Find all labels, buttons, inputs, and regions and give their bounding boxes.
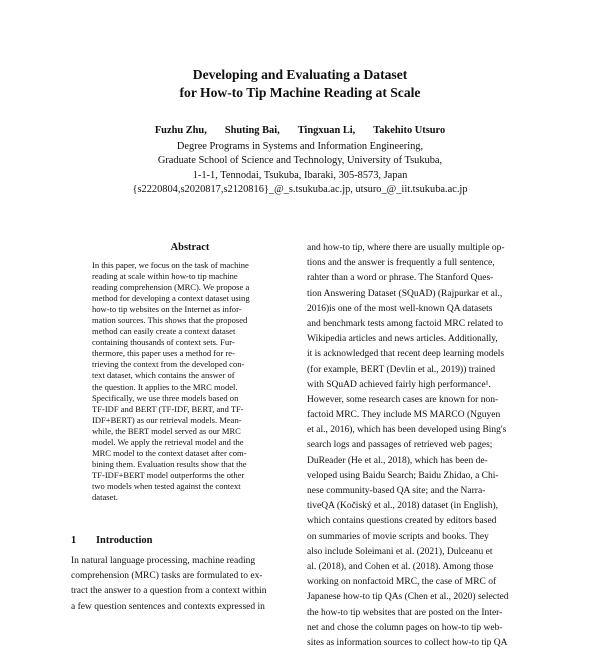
- abstract-line: text dataset, which contains the answer of: [92, 370, 235, 381]
- abstract-line: while, the BERT model served as our MRC: [92, 425, 241, 436]
- abstract-line: the question. It applies to the MRC model.: [92, 381, 238, 392]
- body-line: working on nonfactoid MRC, the case of MRC of: [307, 577, 497, 588]
- abstract-line: method for developing a context dataset using: [92, 293, 250, 304]
- abstract-line: two models when tested against the context: [92, 480, 241, 491]
- body-line: also include Soleimani et al. (2021), Dulceanu et: [307, 546, 493, 557]
- affiliation-line: 1-1-1, Tennodai, Tsukuba, Ibaraki, 305-8573, Japan: [192, 169, 408, 181]
- body-line: with SQuAD achieved fairly high performance¹.: [307, 379, 491, 390]
- body-line: on summaries of movie scripts and books. They: [307, 531, 489, 542]
- author-list: [60, 124, 540, 138]
- body-line: comprehension (MRC) tasks are formulated to ex-: [71, 571, 263, 582]
- body-line: a few question sentences and contexts expressed in: [71, 601, 265, 612]
- abstract-line: dataset.: [92, 491, 118, 502]
- abstract-line: IDF+BERT) as our retrieval models. Mean-: [92, 414, 242, 425]
- author-name: Fuzhu Zhu,: [154, 125, 207, 136]
- body-line: tion Answering Dataset (SQuAD) (Rajpurkar et al.,: [307, 288, 503, 299]
- body-line: veloped using Baidu Search; Baidu Zhidao, a Chi-: [307, 470, 499, 481]
- abstract-line: mation sources. This shows that the proposed: [92, 315, 248, 326]
- body-line: In natural language processing, machine reading: [71, 556, 256, 566]
- abstract-line: method can easily create a context dataset: [92, 326, 236, 337]
- abstract-line: bining them. Evaluation results show that the: [92, 458, 247, 469]
- body-line: nese community-based QA site; and the Narra-: [307, 486, 486, 496]
- author-name: Tingxuan Li,: [297, 125, 356, 136]
- affiliation-line: Graduate School of Science and Technology, University of Tsukuba,: [157, 155, 443, 167]
- title-line: for How-to Tip Machine Reading at Scale: [179, 85, 421, 100]
- abstract-line: In this paper, we focus on the task of machine: [92, 260, 249, 270]
- abstract-body: [92, 260, 278, 503]
- body-line: tions and the answer is frequently a full sentence,: [307, 258, 495, 269]
- body-line: et al., 2016), which has been developed using Bing's: [307, 425, 507, 436]
- author-name: Takehito Utsuro: [373, 125, 446, 136]
- author-name: Shuting Bai,: [224, 125, 280, 136]
- body-line: tiveQA (Kočiský et al., 2018) dataset (in English),: [307, 501, 499, 512]
- paper-title: [60, 66, 540, 102]
- body-line: DuReader (He et al., 2018), which has been de-: [307, 455, 488, 466]
- affiliation-block: [60, 140, 540, 197]
- affiliation-line: Degree Programs in Systems and Information Engineering,: [176, 141, 424, 152]
- abstract-line: model. We apply the retrieval model and the: [92, 436, 244, 447]
- body-line: 2016)is one of the most well-known QA datasets: [307, 303, 493, 314]
- body-line: Japanese how-to tip QAs (Chen et al., 2020) selected: [307, 592, 509, 603]
- abstract-line: thermore, this paper uses a method for re-: [92, 348, 235, 359]
- introduction-body: [71, 554, 294, 615]
- body-line: and benchmark tests among factoid MRC related to: [307, 318, 504, 329]
- body-line: search logs and passages of retrieved web pages;: [307, 440, 493, 451]
- body-line: tract the answer to a question from a context within: [71, 586, 267, 597]
- abstract-line: TF-IDF+BERT model outperforms the other: [92, 469, 245, 480]
- section-heading: [71, 534, 152, 547]
- body-line: net and chose the column pages on how-to tip web-: [307, 622, 503, 633]
- body-line: factoid MRC. They include MS MARCO (Nguyen: [307, 410, 501, 421]
- body-line: al. (2018), and Cohen et al. (2018). Among those: [307, 561, 494, 572]
- body-line: which contains questions created by editors based: [307, 516, 497, 527]
- abstract-line: MRC model to the context dataset after com-: [92, 447, 247, 458]
- title-line: Developing and Evaluating a Dataset: [192, 67, 408, 82]
- section-number: 1: [71, 535, 77, 546]
- body-line: (for example, BERT (Devlin et al., 2019)) trained: [307, 364, 496, 375]
- abstract-line: reading at scale within how-to tip machine: [92, 271, 238, 282]
- body-line: it is acknowledged that recent deep learning models: [307, 349, 505, 360]
- body-line: the how-to tip websites that are posted on the Inter-: [307, 607, 503, 618]
- body-line: Wikipedia articles and news articles. Additionally,: [307, 334, 498, 345]
- abstract-line: how-to tip websites on the Internet as infor-: [92, 304, 242, 315]
- abstract-line: trieving the context from the developed con-: [92, 359, 245, 370]
- section-title: Introduction: [96, 535, 153, 546]
- abstract-line: TF-IDF and BERT (TF-IDF, BERT, and TF-: [92, 403, 244, 414]
- body-line: rahter than a word or phrase. The Stanford Ques-: [307, 273, 494, 284]
- abstract-line: reading comprehension (MRC). We propose a: [92, 282, 250, 293]
- email-line: {s2220804,s2020817,s2120816}_@_s.tsukuba.ac.jp, utsuro_@_iit.tsukuba.ac.jp: [132, 183, 468, 195]
- body-line: However, some research cases are known for non-: [307, 394, 499, 405]
- abstract-line: Specifically, we use three models based on: [92, 392, 239, 403]
- body-line: sites as information sources to collect how-to tip QA: [307, 637, 508, 648]
- abstract-line: containing thousands of context sets. Fur-: [92, 337, 235, 348]
- body-line: and how-to tip, where there are usually multiple op-: [307, 243, 505, 253]
- right-column: [307, 241, 529, 651]
- abstract-heading: Abstract: [170, 242, 210, 253]
